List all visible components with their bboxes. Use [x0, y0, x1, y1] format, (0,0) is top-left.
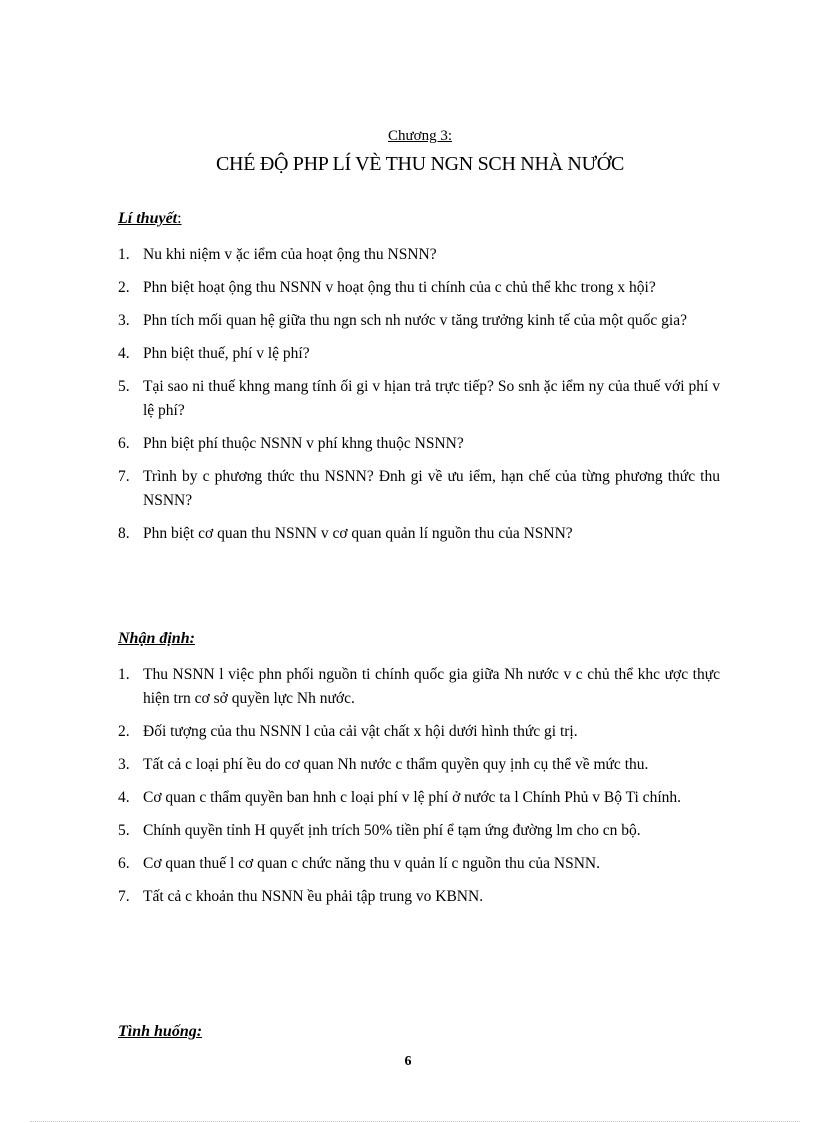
theory-heading-text: Lí thuyết [118, 210, 178, 227]
list-item [118, 342, 720, 366]
list-item [118, 819, 720, 843]
chapter-label: Chương 3: [388, 128, 452, 144]
theory-heading-suffix: : [177, 210, 182, 227]
item-number: 6. [118, 855, 130, 872]
statements-heading: Nhận định: [118, 630, 195, 647]
list-item [118, 375, 720, 423]
item-number: 1. [118, 246, 130, 263]
item-text: Thu NSNN l việc phn phối nguồn ti chính quốc gia giữa Nh nước v c chủ thể khc ược thực hiện trn cơ sở quyền lực Nh nước. [143, 666, 720, 707]
item-text: Phn biệt hoạt ộng thu NSNN v hoạt ộng thu ti chính của c chủ thể khc trong x hội? [143, 279, 656, 296]
item-number: 5. [118, 378, 130, 395]
item-text: Chính quyền tỉnh H quyết ịnh trích 50% tiền phí ể tạm ứng đường lm cho cn bộ. [143, 822, 641, 839]
item-text: Trình by c phương thức thu NSNN? Đnh gi về ưu iểm, hạn chế của từng phương thức thu NSNN? [143, 468, 720, 509]
list-item [118, 885, 720, 909]
list-item [118, 753, 720, 777]
item-number: 3. [118, 756, 130, 773]
item-text: Phn biệt thuế, phí v lệ phí? [143, 345, 310, 362]
list-item [118, 720, 720, 744]
theory-heading [118, 210, 182, 228]
list-item [118, 465, 720, 513]
item-text: Nu khi niệm v ặc iểm của hoạt ộng thu NSNN? [143, 246, 437, 263]
item-number: 5. [118, 822, 130, 839]
list-item [118, 663, 720, 711]
item-number: 7. [118, 468, 130, 485]
footer-divider [30, 1121, 800, 1122]
item-number: 8. [118, 525, 130, 542]
theory-question-list [118, 243, 720, 555]
item-text: Phn biệt cơ quan thu NSNN v cơ quan quản lí nguồn thu của NSNN? [143, 525, 573, 542]
list-item [118, 243, 720, 267]
item-text: Cơ quan thuế l cơ quan c chức năng thu v quản lí c nguồn thu của NSNN. [143, 855, 600, 872]
list-item [118, 786, 720, 810]
item-number: 4. [118, 345, 130, 362]
page-number: 6 [404, 1054, 412, 1069]
item-number: 1. [118, 666, 130, 683]
list-item [118, 852, 720, 876]
item-number: 4. [118, 789, 130, 806]
item-number: 7. [118, 888, 130, 905]
item-number: 6. [118, 435, 130, 452]
item-text: Tất cả c loại phí ều do cơ quan Nh nước c thẩm quyền quy ịnh cụ thể về mức thu. [143, 756, 649, 773]
item-text: Tại sao ni thuế khng mang tính ối gi v hịan trả trực tiếp? So snh ặc iểm ny của thuế với phí v lệ phí? [143, 378, 720, 419]
situations-heading: Tình huống: [118, 1023, 203, 1040]
item-text: Phn tích mối quan hệ giữa thu ngn sch nh nước v tăng trưởng kinh tế của một quốc gia? [143, 312, 687, 329]
item-text: Phn biệt phí thuộc NSNN v phí khng thuộc NSNN? [143, 435, 464, 452]
item-number: 2. [118, 723, 130, 740]
list-item [118, 276, 720, 300]
list-item [118, 522, 720, 546]
chapter-title: CHÉ ĐỘ PHP LÍ VÈ THU NGN SCH NHÀ NƯỚC [216, 153, 624, 175]
item-number: 3. [118, 312, 130, 329]
list-item [118, 309, 720, 333]
item-number: 2. [118, 279, 130, 296]
item-text: Đối tượng của thu NSNN l của cải vật chất x hội dưới hình thức gi trị. [143, 723, 578, 740]
item-text: Cơ quan c thẩm quyền ban hnh c loại phí v lệ phí ở nước ta l Chính Phủ v Bộ Ti chính. [143, 789, 681, 806]
statements-list [118, 663, 720, 918]
list-item [118, 432, 720, 456]
item-text: Tất cả c khoản thu NSNN ều phải tập trung vo KBNN. [143, 888, 484, 905]
